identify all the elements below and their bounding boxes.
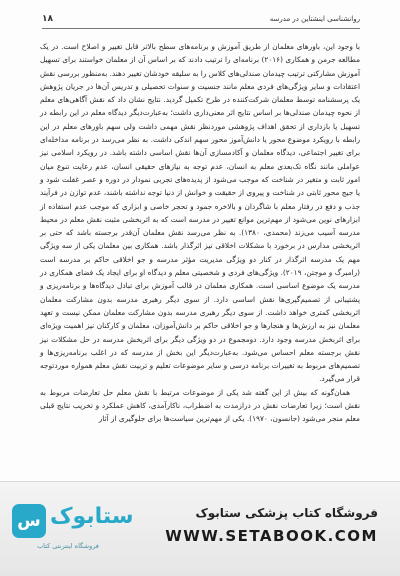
store-url-link[interactable]: WWW.SETABOOK.COM [165, 527, 378, 545]
publisher-logo [12, 502, 134, 554]
body-text [40, 40, 360, 426]
page-number: ۱۸ [42, 14, 53, 24]
footer-text-block [148, 504, 378, 548]
publisher-footer [0, 481, 400, 576]
running-header [42, 12, 360, 29]
store-name: فروشگاه کتاب پزشکی ستابوک [195, 506, 378, 520]
logo-mark-icon: س [12, 504, 46, 538]
logo-wordmark: ستابوک [50, 504, 134, 529]
paragraph-1: با وجود این، باورهای معلمان از طریق آموزش و برنامه‌های سطح بالاتر قابل تغییر و اصلاح است. در یک مطالعه جرمن و همکاری (۲۰۱۶) برنامه‌ای را ترتیب دادند که بر اساس آن از معلمان خواستند برای تسهیل آموزش مشارکتی ترتیب چیدمان صندلی‌های کلاس را به سلیقه خودشان تغییر دهند. به‌منظور بررسی نقش اعتقادات و سایر ویژگی‌های فردی معلم مانند جنسیت و سنوات تحصیلی و تدریس آن‌ها در جریان پژوهش یک پرسشنامه توسط معلمان شرکت‌کننده در طرح تکمیل گردید. نتایج نشان داد که نقش آگاهی‌های معلم از نحوه چیدمان صندلی‌ها بر اساس نتایج اثر معنی‌داری داشت؛ به‌عبارت‌دیگر دیدگاه معلم در این رابطه در تسهیل یا بازداری از تحقق اهداف پژوهشی موردنظر نقش مهمی داشت ولی سهم باورهای معلم در این رابطه با رویکرد موضوع محور یا دانش‌آموز محور سهم اندکی داشت. به نظر می‌رسد در برنامه مداخله‌ای برای تغییر اجتماعی، دیدگاه معلمان و آکادمسازی آن‌ها نقش اساسی داشته باشد. در رویکرد اسلامی نیز عواملی مانند نگاه تک‌بعدی معلم به انسان، عدم توجه به نیازهای حقیقی انسان، عدم رعایت تنوع میان امور ثابت و متغیر در شناخت که موجب می‌شود از پدیده‌های تجربی نمودار در دوره و عصر غفلت شود و یا جیج محور ثابتی در شناخت و پیروی از حقیقت و خوانش از دنیا توجه نداشته باشند، عدم توازن در فرآیند جذب و دفع در رفتار معلم با شاگردان و بالاخره جمود و تحجر خاصی و ابزاری که موجب عدم استفاده از ابزارهای نوین می‌شود از مهم‌ترین موانع تغییر در مدرسه است که به اثربخشی مثبت نقش معلم در محیط مدرسه آسیب می‌زند (محمدی، ۱۳۸۰). به نظر می‌رسد نقش معلمان آن‌قدر برجسته باشد که حتی بر اثربخشی مدارس در برخورد با مشکلات اخلاقی نیز اثرگذار باشد. همکاری بین معلمان یکی از سه ویژگی مهم یک مدرسه اثرگذار در کنار دو ویژگی مدیریت مؤثر مدرسه و جو اخلاقی حاکم بر مدرسه است (رامبرگ و موجتن، ۲۰۱۹). ویژگی‌های فردی و شخصیتی معلم و دیدگاه او برای ایجاد یک فضای همکاری در مدرسه یک موضوع اساسی است. همکاری معلمان در قالب آموزش برای تبادل دیدگاه‌ها و برنامه‌ریزی و پشتیبانی از تصمیم‌گیری‌ها نقش اساسی دارد. از سوی دیگر رهبری مدرسه بدون مشارکت معلمان اثربخشی کمتری خواهد داشت. از سوی دیگر رهبری مدرسه بدون مشارکت معلمان ممکن نیست و تعهد معلمان نیز به ارزش‌ها و هنجارها و جو اخلاقی حاکم بر دانش‌آموزان، معلمان و کارکنان نیز اهمیت ویژه‌ای برای اثربخش مدرسه وجود دارد. دومجموع در دو ویژگی دیگر برای اثربخش مدرسه در حل مشکلات نیز نقش برجسته معلم احساس می‌شود. به‌عبارت‌دیگر این بخش از مدرسه که در اغلب برنامه‌ریزی‌ها و تصمیم‌های مربوط به تغییرات برنامه درسی و سایر موضوعات تعلیم و تربیت نقش معلم همواره موردتوجه قرار می‌گیرد. [40, 42, 360, 384]
logo-tagline: فروشگاه اینترنتی کتاب [37, 542, 99, 550]
paragraph-2: همان‌گونه که بیش از این گفته شد یکی از موضوعات مرتبط با نقش معلم حل تعارضات مربوط به نقش است؛ زیرا تعارضات نقش در درازمدت به اضطراب، ناکارآمدی، کاهش عملکرد و تخریب نتایج قبلی معلم منجر می‌شود (جانسون، ۱۹۷۰). یکی از مهم‌ترین سیاست‌ها برای جلوگیری از آثار [40, 387, 360, 424]
running-title: روانشناسی اینشتاین در مدرسه [269, 15, 360, 23]
